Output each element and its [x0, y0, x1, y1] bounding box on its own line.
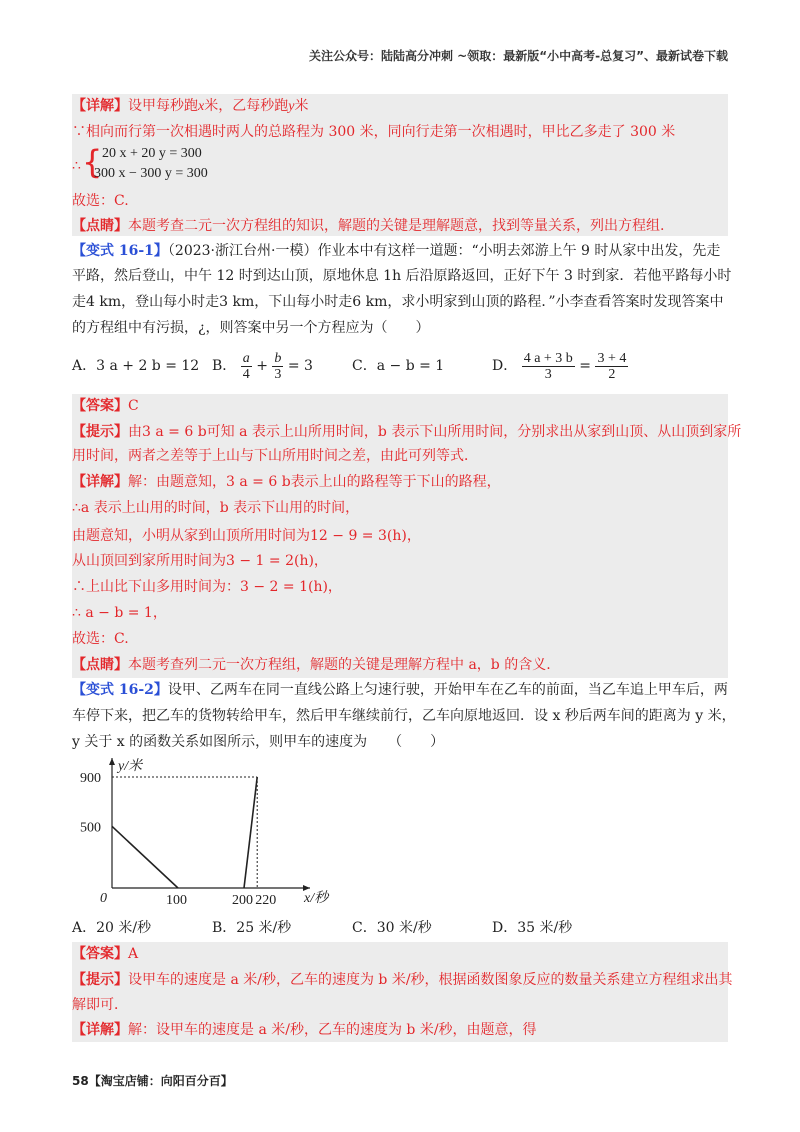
question-text: （2023·浙江台州·一模）作业本中有这样一道题：“小明去郊游上午 9 时从家中出发，先走	[167, 243, 721, 259]
answer-value: A	[128, 946, 139, 962]
frac-den: 4	[242, 366, 250, 382]
comment-line	[72, 216, 664, 236]
detail-line-3: 由题意知，小明从家到山顶所用时间为12 − 9 = 3(h)，	[72, 528, 421, 544]
hint-line-1	[72, 422, 741, 442]
question-line-2: 平路，然后登山，中午 12 时到达山顶，原地休息 1h 后沿原路返回，正好下午 3 时到家．若他平路每小时	[72, 268, 732, 284]
frac-num: 4 a + 3 b	[523, 350, 573, 366]
y-tick-label-500: 500	[80, 820, 101, 836]
detail-line-1	[72, 472, 501, 492]
fraction-d-left	[522, 351, 575, 382]
detail-line-5: ∴上山比下山多用时间为：3 − 2 = 1(h)，	[72, 579, 342, 595]
hint2-line-2: 解即可．	[72, 997, 128, 1013]
fraction-d-right	[595, 351, 628, 382]
brace-symbol: {	[82, 143, 103, 181]
x-tick-label-100: 100	[166, 893, 187, 908]
option2-d: D．35 米/秒	[492, 920, 573, 936]
frac-den: 2	[608, 366, 616, 382]
page-footer: 58【淘宝店铺：向阳百分百】	[72, 1074, 233, 1088]
fraction-a-over-4	[241, 351, 252, 382]
equation-1: 20 x + 20 y = 300	[102, 146, 202, 161]
detail-line-6: ∴ a − b = 1，	[72, 605, 167, 621]
option-b-label: B．	[212, 358, 237, 374]
detail-text-mid: 米，乙每秒跑	[204, 98, 289, 114]
question-line-3: 走4 km，登山每小时走3 km，下山每小时走6 km，求小明家到山顶的路程．”小李查看答案时发现答案中	[72, 294, 724, 310]
x-axis-label: x/秒	[304, 891, 329, 906]
detail2-line-1	[72, 1020, 537, 1040]
option-d	[492, 346, 628, 386]
detail-text-post: 米	[294, 98, 309, 114]
option-b	[212, 346, 313, 386]
fraction-b-over-3	[272, 351, 283, 382]
detail-text: 解：由题意知，3 a = 6 b表示上山的路程等于下山的路程，	[128, 474, 501, 490]
option-d-label: D．	[492, 358, 518, 374]
option2-a: A．20 米/秒	[72, 920, 152, 936]
origin-label: 0	[100, 891, 107, 906]
detail-tag: 【详解】	[72, 1022, 128, 1038]
comment-line-2	[72, 655, 551, 675]
equals-value: = 3	[287, 358, 313, 374]
because-line: ∵相向而行第一次相遇时两人的总路程为 300 米，同向行走第一次相遇时，甲比乙多走了 300 米	[72, 124, 676, 140]
comment-text: 本题考查二元一次方程组的知识，解题的关键是理解题意，找到等量关系，列出方程组.	[128, 218, 665, 234]
option-c: C．a − b = 1	[352, 358, 445, 374]
question2-line-1	[72, 680, 728, 700]
distance-time-chart	[74, 754, 374, 912]
answer-tag: 【答案】	[72, 946, 128, 962]
detail-line-4: 从山顶回到家所用时间为3 − 1 = 2(h)，	[72, 553, 328, 569]
question-text: 设甲、乙两车在同一直线公路上匀速行驶，开始甲车在乙车的前面，当乙车追上甲车后，两	[167, 682, 728, 698]
option-a: A．3 a + 2 b = 12	[72, 358, 200, 374]
detail-line-2: ∴a 表示上山用的时间，b 表示下山用的时间，	[72, 500, 360, 516]
equation-2: 300 x − 300 y = 300	[94, 166, 208, 181]
answer-value: C	[128, 398, 139, 414]
question2-line-2: 车停下来，把乙车的货物转给甲车，然后甲车继续前行，乙车向原地返回．设 x 秒后两车间的距离为 y 米，	[72, 708, 736, 724]
frac-num: b	[274, 350, 282, 366]
detail-text: 设甲每秒跑	[128, 98, 198, 114]
comment-tag: 【点睛】	[72, 218, 128, 234]
question-line-4: 的方程组中有污损，¿，则答案中另一个方程应为（ ）	[72, 320, 430, 336]
equals-sign: =	[579, 358, 591, 374]
detail-tag: 【详解】	[72, 474, 128, 490]
var-y: y	[288, 99, 295, 114]
frac-num: a	[242, 350, 250, 366]
option2-c: C．30 米/秒	[352, 920, 432, 936]
plus-sign: +	[256, 358, 268, 374]
comment-text: 本题考查列二元一次方程组，解题的关键是理解方程中 a，b 的含义.	[128, 657, 551, 673]
detail-line-7: 故选：C.	[72, 631, 129, 647]
question-tag: 【变式 16-1】	[72, 243, 168, 259]
series-segment1	[112, 826, 178, 888]
option2-b: B．25 米/秒	[212, 920, 292, 936]
detail-tag: 【详解】	[72, 98, 128, 114]
hint-tag: 【提示】	[72, 972, 128, 988]
detail-line	[72, 96, 308, 117]
hint-line-2: 用时间，两者之差等于上山与下山所用时间之差，由此可列等式．	[72, 448, 478, 464]
x-tick-label-220: 220	[255, 893, 277, 908]
choose-line: 故选：C.	[72, 193, 129, 209]
x-tick-label-200: 200	[232, 893, 253, 908]
frac-num: 3 + 4	[597, 350, 627, 366]
answer-line	[72, 396, 139, 416]
question-tag: 【变式 16-2】	[72, 682, 168, 698]
hint-text: 设甲车的速度是 a 米/秒，乙车的速度为 b 米/秒，根据函数图象反应的数量关系建立方程组求出其	[128, 972, 733, 988]
var-x: x	[198, 99, 205, 114]
hint-text: 由3 a = 6 b可知 a 表示上山所用时间，b 表示下山所用时间，分别求出从家到山顶、从山顶到家所	[128, 424, 742, 440]
question2-line-3: y 关于 x 的函数关系如图所示，则甲车的速度为 （ ）	[72, 734, 445, 750]
y-axis-arrow	[109, 758, 115, 765]
answer-tag: 【答案】	[72, 398, 128, 414]
series-segment2	[244, 777, 257, 888]
frac-den: 3	[544, 366, 552, 382]
y-axis-label: y/米	[118, 759, 143, 774]
page-header: 关注公众号：陆陆高分冲刺 ~领取：最新版“小中高考-总复习”、最新试卷下载	[309, 49, 728, 63]
y-tick-label-900: 900	[80, 771, 101, 787]
hint-tag: 【提示】	[72, 424, 128, 440]
question-line-1	[72, 241, 720, 261]
frac-den: 3	[274, 366, 282, 382]
comment-tag: 【点睛】	[72, 657, 128, 673]
detail-text: 解：设甲车的速度是 a 米/秒，乙车的速度为 b 米/秒，由题意，得	[128, 1022, 537, 1038]
hint2-line-1	[72, 970, 733, 990]
answer2-line	[72, 944, 138, 964]
therefore-symbol: ∴	[72, 158, 81, 174]
